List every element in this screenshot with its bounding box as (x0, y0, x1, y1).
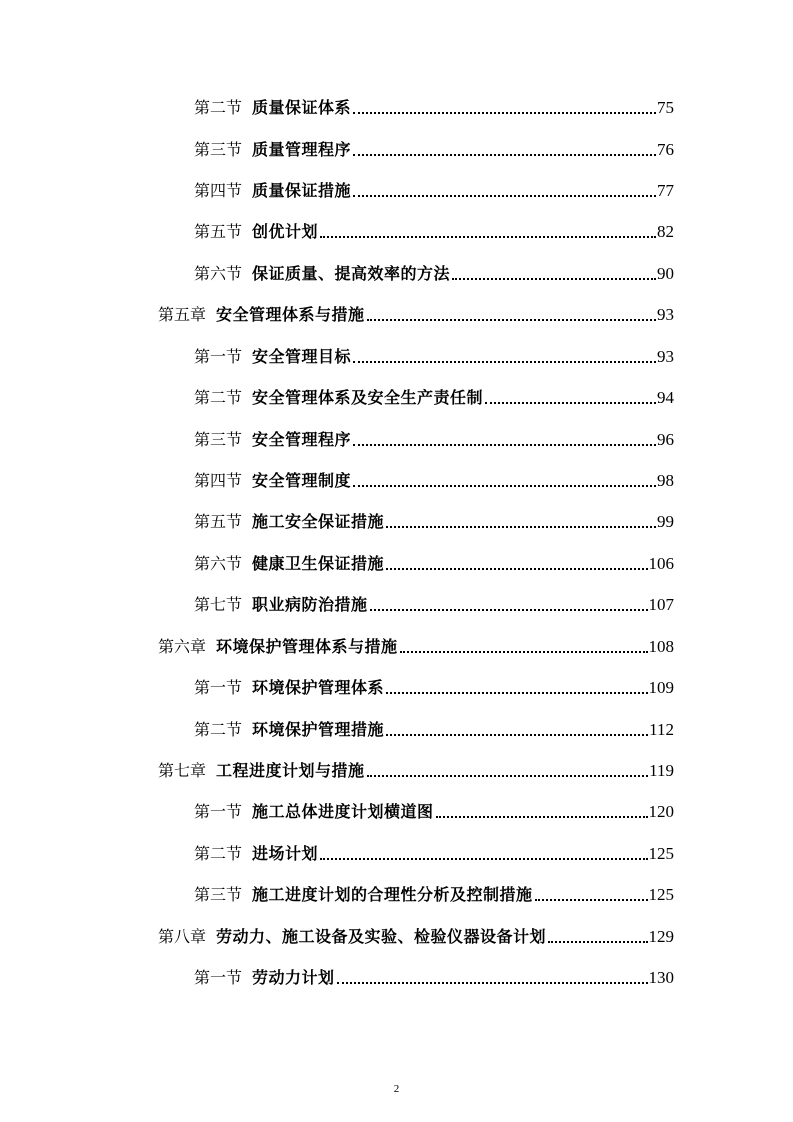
toc-entry-page: 90 (657, 264, 674, 283)
toc-entry-page: 120 (648, 802, 674, 821)
toc-entry-label: 第六章 (158, 637, 207, 656)
toc-entry[interactable] (194, 797, 674, 827)
toc-entry-title: 施工安全保证措施 (252, 512, 385, 531)
toc-entry[interactable] (194, 135, 674, 165)
toc-entry-page: 77 (657, 181, 674, 200)
dot-leader (452, 278, 656, 280)
toc-entry-title: 环境保护管理体系 (252, 678, 385, 697)
toc-entry-title: 工程进度计划与措施 (216, 761, 365, 780)
toc-entry-title: 环境保护管理体系与措施 (216, 637, 398, 656)
dot-leader (400, 651, 648, 653)
toc-entry-page: 125 (648, 844, 674, 863)
toc-entry-page: 76 (657, 140, 674, 159)
dot-leader (370, 609, 648, 611)
toc-entry[interactable] (158, 756, 674, 786)
dot-leader (386, 734, 648, 736)
toc-entry[interactable] (194, 342, 674, 372)
toc-entry-page: 119 (649, 761, 674, 780)
dot-leader (320, 236, 656, 238)
toc-entry-page: 106 (648, 554, 674, 573)
toc-entry[interactable] (194, 425, 674, 455)
toc-entry-label: 第六节 (194, 554, 243, 573)
toc-entry[interactable] (158, 300, 674, 330)
dot-leader (386, 692, 647, 694)
toc-entry-page: 129 (648, 927, 674, 946)
toc-entry-label: 第一节 (194, 678, 243, 697)
toc-entry-label: 第二节 (194, 720, 243, 739)
dot-leader (535, 899, 648, 901)
toc-entry[interactable] (194, 590, 674, 620)
toc-entry[interactable] (194, 217, 674, 247)
toc-entry-title: 保证质量、提高效率的方法 (252, 264, 451, 283)
toc-entry[interactable] (158, 632, 674, 662)
toc-entry-label: 第三节 (194, 140, 243, 159)
toc-entry-page: 82 (657, 222, 674, 241)
toc-entry-label: 第五节 (194, 512, 243, 531)
dot-leader (353, 195, 656, 197)
toc-entry-page: 93 (657, 305, 674, 324)
toc-entry-page: 130 (648, 968, 674, 987)
toc-entry-title: 安全管理制度 (252, 471, 352, 490)
toc-entry[interactable] (194, 383, 674, 413)
toc-entry-label: 第六节 (194, 264, 243, 283)
toc-entry-label: 第七节 (194, 595, 243, 614)
toc-entry[interactable] (194, 466, 674, 496)
dot-leader (367, 775, 649, 777)
toc-entry-label: 第三节 (194, 430, 243, 449)
toc-entry-label: 第四节 (194, 181, 243, 200)
toc-entry-label: 第一节 (194, 347, 243, 366)
toc-entry-page: 107 (648, 595, 674, 614)
toc-entry-title: 质量保证措施 (252, 181, 352, 200)
dot-leader (485, 402, 656, 404)
dot-leader (320, 858, 647, 860)
toc-entry-title: 质量管理程序 (252, 140, 352, 159)
toc-entry[interactable] (194, 507, 674, 537)
toc-entry-page: 99 (657, 512, 674, 531)
toc-entry-title: 劳动力、施工设备及实验、检验仪器设备计划 (216, 927, 547, 946)
dot-leader (353, 154, 656, 156)
toc-entry-label: 第二节 (194, 844, 243, 863)
toc-entry-page: 98 (657, 471, 674, 490)
toc-entry-title: 健康卫生保证措施 (252, 554, 385, 573)
toc-entry-label: 第八章 (158, 927, 207, 946)
toc-entry-label: 第一节 (194, 968, 243, 987)
toc-entry-page: 109 (648, 678, 674, 697)
toc-entry-page: 96 (657, 430, 674, 449)
toc-entry-title: 施工总体进度计划横道图 (252, 802, 434, 821)
toc-entry-title: 安全管理体系及安全生产责任制 (252, 388, 484, 407)
toc-entry[interactable] (194, 176, 674, 206)
dot-leader (436, 816, 648, 818)
toc-entry[interactable] (194, 93, 674, 123)
toc-entry-title: 质量保证体系 (252, 98, 352, 117)
toc-entry-title: 职业病防治措施 (252, 595, 368, 614)
toc-entry-page: 125 (648, 885, 674, 904)
toc-entry[interactable] (194, 839, 674, 869)
toc-entry-title: 进场计划 (252, 844, 319, 863)
toc-entry-label: 第五节 (194, 222, 243, 241)
toc-entry[interactable] (194, 259, 674, 289)
toc-entry-title: 安全管理程序 (252, 430, 352, 449)
toc-entry-title: 安全管理体系与措施 (216, 305, 365, 324)
dot-leader (353, 444, 656, 446)
dot-leader (386, 568, 647, 570)
page-number: 2 (393, 1083, 400, 1095)
toc-entry-page: 93 (657, 347, 674, 366)
toc-entry-page: 112 (649, 720, 674, 739)
toc-entry-label: 第七章 (158, 761, 207, 780)
dot-leader (353, 361, 656, 363)
toc-entry-label: 第三节 (194, 885, 243, 904)
toc-entry[interactable] (194, 880, 674, 910)
toc-entry-title: 安全管理目标 (252, 347, 352, 366)
dot-leader (386, 526, 656, 528)
dot-leader (353, 112, 656, 114)
toc-entry[interactable] (194, 673, 674, 703)
toc-entry-page: 108 (648, 637, 674, 656)
dot-leader (548, 941, 647, 943)
toc-entry-title: 施工进度计划的合理性分析及控制措施 (252, 885, 533, 904)
toc-entry-label: 第二节 (194, 98, 243, 117)
toc-entry-title: 创优计划 (252, 222, 319, 241)
toc-entry-label: 第二节 (194, 388, 243, 407)
dot-leader (353, 485, 656, 487)
toc-entry-label: 第一节 (194, 802, 243, 821)
toc-entry-page: 94 (657, 388, 674, 407)
toc-entry[interactable] (158, 922, 674, 952)
toc-entry-page: 75 (657, 98, 674, 117)
dot-leader (367, 319, 656, 321)
dot-leader (337, 982, 648, 984)
toc-entry-title: 劳动力计划 (252, 968, 335, 987)
toc-entry[interactable] (194, 963, 674, 993)
toc-entry-label: 第四节 (194, 471, 243, 490)
toc-entry-label: 第五章 (158, 305, 207, 324)
toc-entry[interactable] (194, 715, 674, 745)
toc-entry-title: 环境保护管理措施 (252, 720, 385, 739)
toc-entry[interactable] (194, 549, 674, 579)
